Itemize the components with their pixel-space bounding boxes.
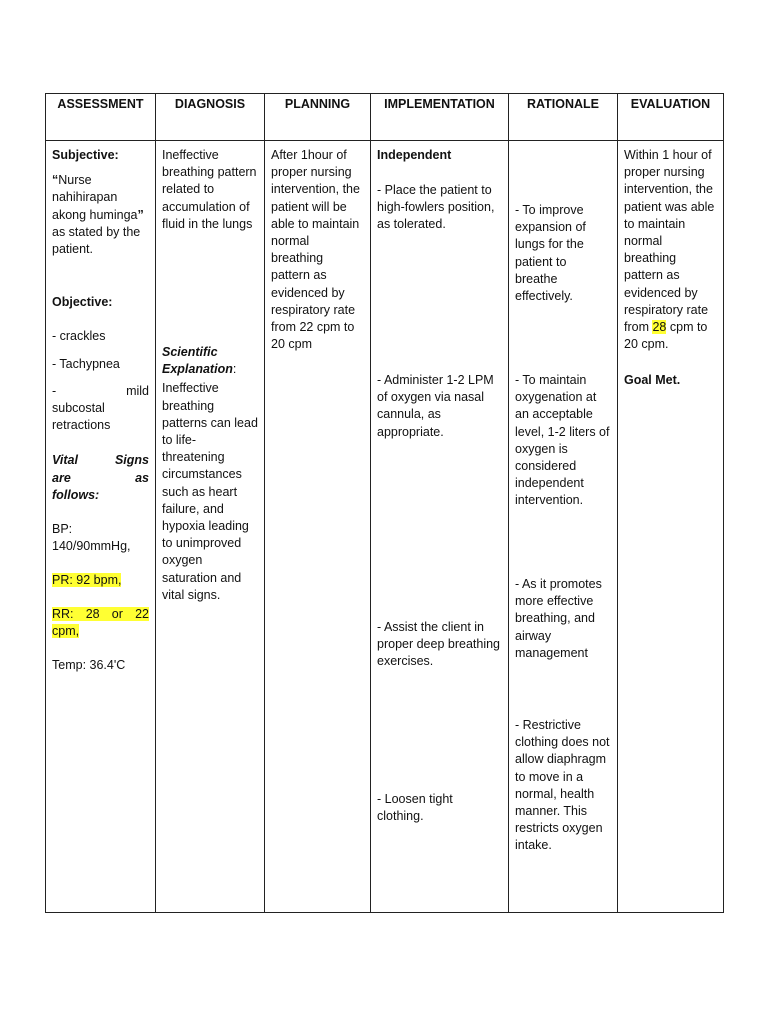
implementation-item: - Administer 1-2 LPM of oxygen via nasal cannula, as appropriate.: [377, 373, 494, 439]
implementation-item: - Place the patient to high-fowlers position, as tolerated.: [377, 183, 495, 232]
objective-mild: - mild: [52, 383, 149, 398]
rationale-cell: [509, 141, 618, 913]
header-implementation: IMPLEMENTATION: [371, 94, 509, 141]
evaluation-cell: [618, 141, 724, 913]
objective-retractions: subcostal retractions: [52, 401, 111, 433]
subjective-quote: “Nurse nahihirapan akong huminga” as stated by the patient.: [52, 173, 144, 257]
rationale-item: - As it promotes more effective breathing, and airway management: [515, 577, 602, 660]
objective-label: Objective:: [52, 295, 113, 310]
vital-signs-label-1: Vital Signs: [52, 453, 149, 468]
vital-temp: Temp: 36.4'C: [52, 658, 126, 673]
header-diagnosis: DIAGNOSIS: [156, 94, 265, 141]
header-rationale: RATIONALE: [509, 94, 618, 141]
nursing-care-plan-table: [45, 93, 724, 913]
implementation-item: - Loosen tight clothing.: [377, 792, 453, 824]
implementation-item: - Assist the client in proper deep breathing exercises.: [377, 620, 501, 669]
planning-cell: [265, 141, 371, 913]
header-row: [46, 94, 724, 141]
vital-rr-1: RR: 28 or 22: [52, 606, 149, 621]
explanation-label: Explanation:: [162, 362, 237, 377]
rationale-item: - Restrictive clothing does not allow diaphragm to move in a normal, health manner. This restricts oxygen intake.: [515, 718, 610, 853]
header-planning: PLANNING: [265, 94, 371, 141]
vital-signs-label-2: are as: [52, 470, 149, 485]
vital-rr-2: cpm,: [52, 623, 80, 638]
implementation-cell: [371, 141, 509, 913]
vital-bp: BP: 140/90mmHg,: [52, 522, 131, 554]
rationale-item: - To maintain oxygenation at an acceptable level, 1-2 liters of oxygen is considered independent intervention.: [515, 373, 610, 508]
header-assessment: ASSESSMENT: [46, 94, 156, 141]
scientific-explanation-text: Ineffective breathing patterns can lead to life-threatening circumstances such as heart failure, and hypoxia leading to unimproved oxygen saturation and vital signs.: [162, 381, 258, 602]
evaluation-text: Within 1 hour of proper nursing intervention, the patient was able to maintain normal breathing pattern as evidenced by respiratory rate from 28 cpm to 20 cpm.: [624, 148, 715, 352]
independent-label: Independent: [377, 148, 452, 162]
scientific-label: Scientific: [162, 345, 218, 360]
vital-pr: PR: 92 bpm,: [52, 573, 122, 588]
goal-met: Goal Met.: [624, 373, 681, 388]
content-row: [46, 141, 724, 913]
assessment-cell: [46, 141, 156, 913]
planning-text: After 1hour of proper nursing intervention, the patient will be able to maintain normal breathing pattern as evidenced by respiratory rate from 22 cpm to 20 cpm: [271, 148, 360, 352]
header-evaluation: EVALUATION: [618, 94, 724, 141]
diagnosis-text: Ineffective breathing pattern related to accumulation of fluid in the lungs: [162, 148, 257, 231]
vital-signs-label-3: follows:: [52, 487, 100, 502]
subjective-label: Subjective:: [52, 148, 119, 162]
objective-crackles: - crackles: [52, 329, 106, 344]
rationale-item: - To improve expansion of lungs for the patient to breathe effectively.: [515, 203, 586, 304]
diagnosis-cell: [156, 141, 265, 913]
objective-tachypnea: - Tachypnea: [52, 356, 120, 371]
